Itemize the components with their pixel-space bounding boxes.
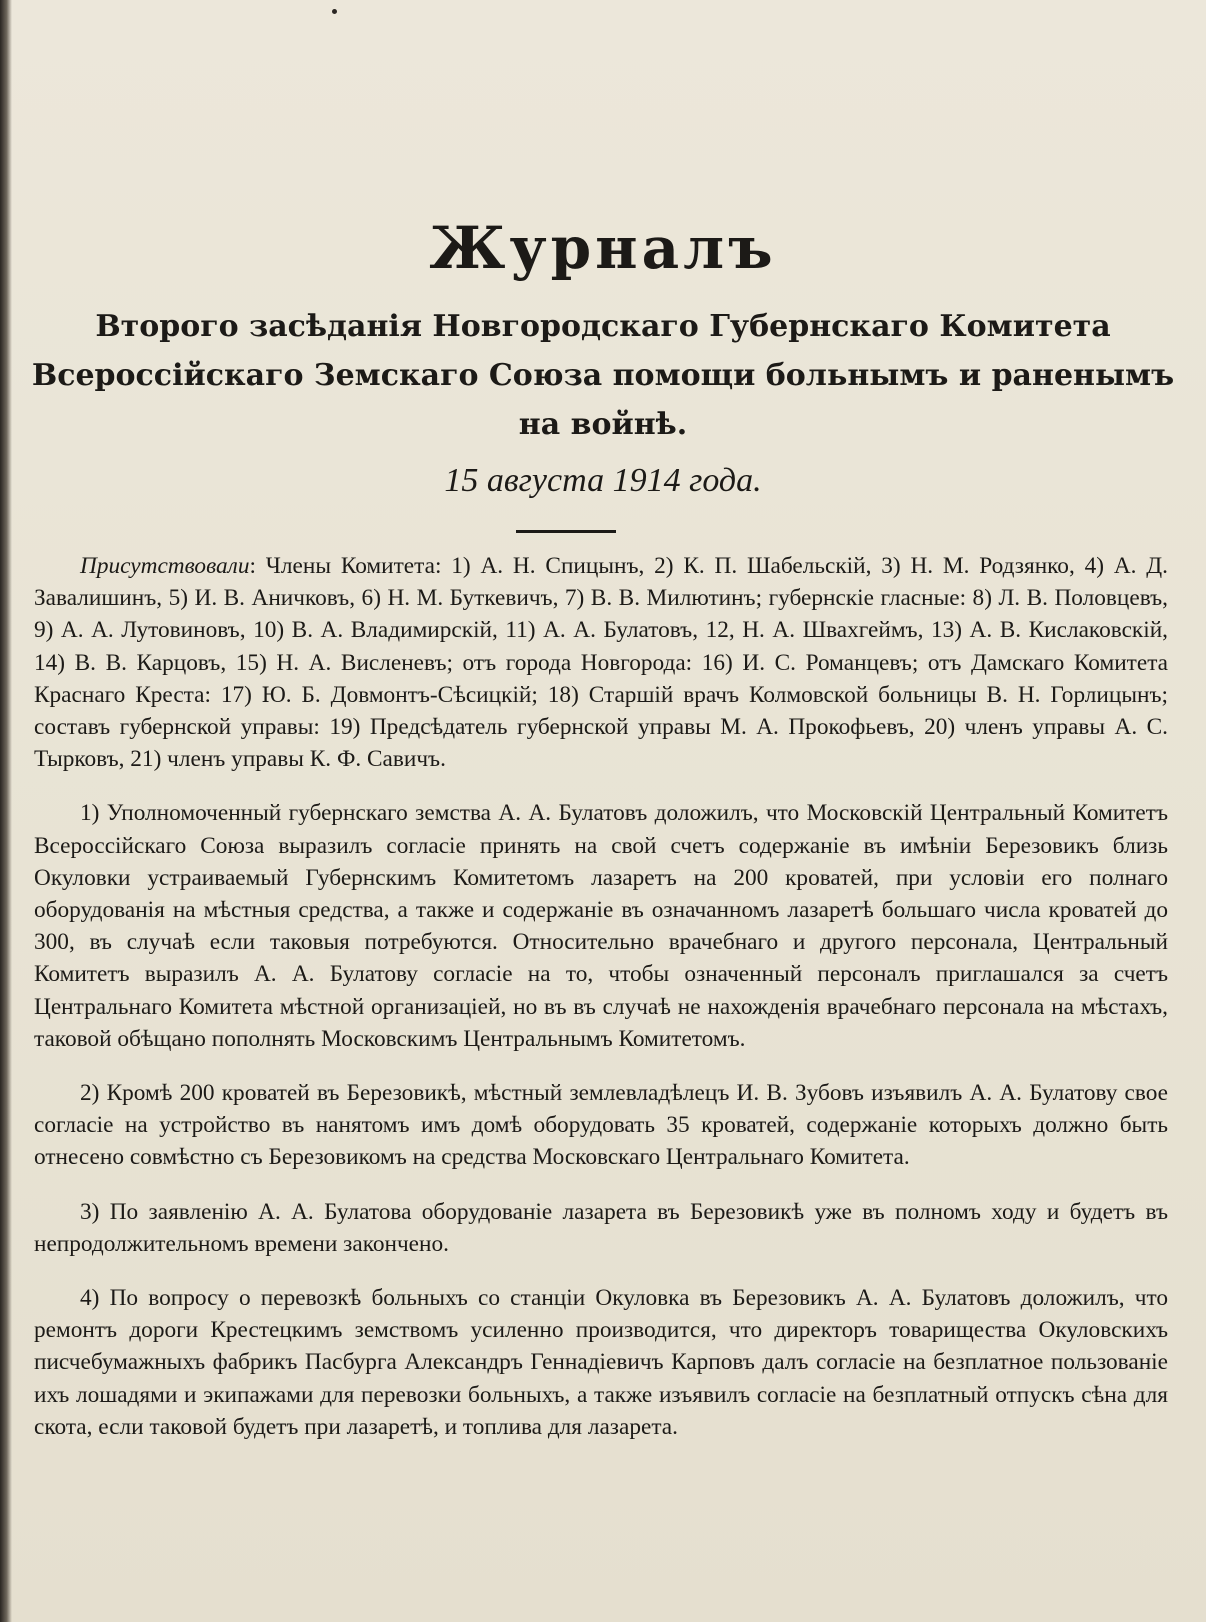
meeting-date: 15 августа 1914 года. <box>444 462 762 499</box>
journal-title: Журналъ <box>429 214 777 282</box>
title-divider <box>516 530 616 533</box>
item-2-paragraph: 2) Кромѣ 200 кроватей въ Березовикѣ, мѣстный землевладѣлецъ И. В. Зубовъ изъявилъ А. А. Булатову свое согласіе на устройство въ нанятомъ имъ домѣ оборудовать 35 кроватей, содержаніе которыхъ должно быть отнесено совмѣстно съ Березовикомъ на средства Московскаго Центральнаго Комитета. <box>34 1080 1168 1171</box>
ink-dot <box>332 9 337 14</box>
journal-subtitle: Второго засѣданія Новгородскаго Губернскаго Комитета Всероссійскаго Земскаго Союза помощи больнымъ и раненымъ на войнѣ. <box>31 309 1175 442</box>
attendance-paragraph <box>34 550 1168 775</box>
document-body <box>34 550 1168 1465</box>
attendance-lead: Присутствовали <box>80 553 250 579</box>
item-3-paragraph: 3) По заявленію А. А. Булатова оборудованіе лазарета въ Березовикѣ уже въ полномъ ходу и будетъ въ непродолжительномъ времени закончено. <box>34 1198 1168 1257</box>
attendance-list: : Члены Комитета: 1) А. Н. Спицынъ, 2) К. П. Шабельскій, 3) Н. М. Родзянко, 4) А. Д. Завалишинъ, 5) И. В. Аничковъ, 6) Н. М. Буткевичъ, 7) В. В. Милютинъ; губернскіе гласные: 8) Л. В. Половцевъ, 9) А. А. Лутовиновъ, 10) В. А. Владимирскій, 11) А. А. Булатовъ, 12, Н. А. Швахгеймъ, 13) А. В. Кислаковскій, 14) В. В. Карцовъ, 15) Н. А. Висленевъ; отъ города Новгорода: 16) И. С. Романцевъ; отъ Дамскаго Комитета Краснаго Креста: 17) Ю. Б. Довмонтъ-Сѣсицкій; 18) Старшій врачъ Колмовской больницы В. Н. Горлицынъ; составъ губернской управы: 19) Предсѣдатель губернской управы М. А. Прокофьевъ, 20) членъ управы А. С. Тырковъ, 21) членъ управы К. Ф. Савичъ. <box>34 553 1168 773</box>
item-4-paragraph: 4) По вопросу о перевозкѣ больныхъ со станціи Окуловка въ Березовикъ А. А. Булатовъ доложилъ, что ремонтъ дороги Крестецкимъ земствомъ усиленно производится, что директоръ товарищества Окуловскихъ писчебумажныхъ фабрикъ Пасбурга Александръ Геннадіевичъ Карповъ далъ согласіе на безплатное пользованіе ихъ лошадями и экипажами для перевозки больныхъ, а также изъявилъ согласіе на безплатный отпускъ сѣна для скота, если таковой будетъ при лазаретѣ, и топлива для лазарета. <box>34 1285 1168 1440</box>
item-1-paragraph: 1) Уполномоченный губернскаго земства А. А. Булатовъ доложилъ, что Московскій Центральный Комитетъ Всероссійскаго Союза выразилъ согласіе принять на свой счетъ содержаніе въ имѣніи Березовикъ близь Окуловки устраиваемый Губернскимъ Комитетомъ лазаретъ на 200 кроватей, при условіи его полнаго оборудованія на мѣстныя средства, а также и содержаніе въ означанномъ лазаретѣ большаго числа кроватей до 300, въ случаѣ если таковыя потребуются. Относительно врачебнаго и другого персонала, Центральный Комитетъ выразилъ А. А. Булатову согласіе на то, чтобы означенный персоналъ приглашался за счетъ Центральнаго Комитета мѣстной организаціей, но въ въ случаѣ не нахожденія врачебнаго персонала на мѣстахъ, таковой обѣщано пополнять Московскимъ Центральнымъ Комитетомъ. <box>34 800 1168 1052</box>
